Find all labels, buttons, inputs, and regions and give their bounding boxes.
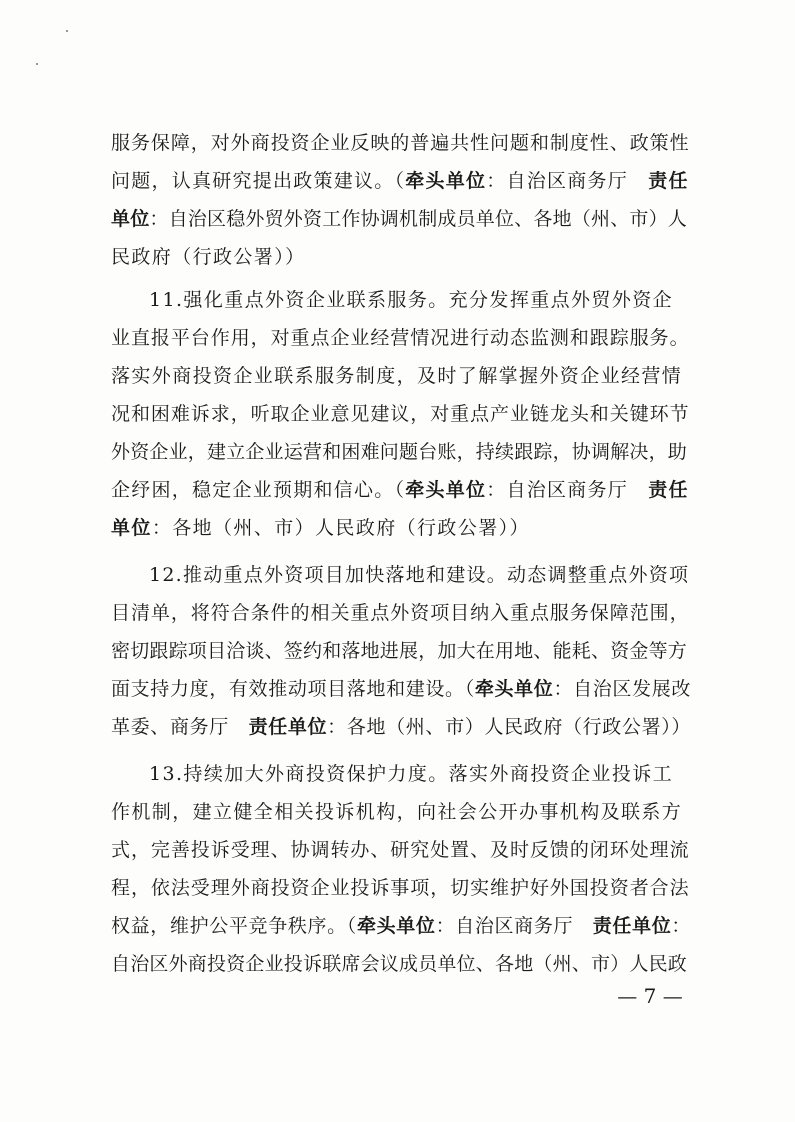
scan-speck xyxy=(66,30,68,32)
text-line xyxy=(111,949,691,979)
text-line xyxy=(111,911,691,941)
text-line xyxy=(111,323,691,353)
text-run: ：自治区商务厅 xyxy=(486,479,649,501)
paragraph-heading-line xyxy=(149,285,691,315)
text-line xyxy=(111,204,691,234)
text-run: 作机制，建立健全相关投诉机构，向社会公开办事机构及联系方 xyxy=(111,801,683,823)
text-run: 面支持力度，有效推动项目落地和建设。（ xyxy=(111,678,475,700)
text-run: 12.推动重点外资项目加快落地和建设。动态调整重点外资项 xyxy=(149,564,690,586)
text-run: 况和困难诉求，听取企业意见建议，对重点产业链龙头和关键环节 xyxy=(111,403,690,425)
text-line xyxy=(111,361,691,391)
text-line xyxy=(111,835,691,865)
text-line xyxy=(111,636,691,666)
text-line xyxy=(111,475,691,505)
text-run: ：各地（州、市）人民政府（行政公署）） xyxy=(327,716,692,738)
text-run: 目清单，将符合条件的相关重点外资项目纳入重点服务保障范围， xyxy=(111,602,690,624)
lead-unit-label: 牵头单位 xyxy=(405,479,487,501)
text-run: 企纾困，稳定企业预期和信心。（ xyxy=(111,479,406,501)
paragraph-heading-line xyxy=(149,759,691,789)
text-run: 民政府（行政公署）） xyxy=(111,246,306,268)
text-run: 程，依法受理外商投资企业投诉事项，切实维护好外国投资者合法 xyxy=(111,877,690,899)
responsible-unit-label: 责任 xyxy=(648,170,689,192)
text-run: 问题，认真研究提出政策建议。（ xyxy=(111,170,406,192)
paragraph-heading-line xyxy=(149,560,691,590)
responsible-unit-label: 责任单位 xyxy=(248,716,328,738)
text-run: 11.强化重点外资企业联系服务。充分发挥重点外贸外资企 xyxy=(149,289,674,311)
text-line xyxy=(111,242,691,272)
lead-unit-label: 牵头单位 xyxy=(356,915,436,937)
text-run: ：自治区商务厅 xyxy=(435,915,593,937)
text-run: 革委、商务厅 xyxy=(111,716,249,738)
text-line xyxy=(111,712,691,742)
text-run: 13.持续加大外商投资保护力度。落实外商投资企业投诉工 xyxy=(149,763,674,785)
text-run: 式，完善投诉受理、协调转办、研究处置、及时反馈的闭环处理流 xyxy=(111,839,690,861)
text-run: 密切跟踪项目洽谈、签约和落地进展，加大在用地、能耗、资金等方 xyxy=(111,640,688,662)
text-run: ：自治区商务厅 xyxy=(486,170,649,192)
text-line xyxy=(111,166,691,196)
text-run: 服务保障，对外商投资企业反映的普遍共性问题和制度性、政策性 xyxy=(111,132,690,154)
text-line xyxy=(111,598,691,628)
text-run: 权益，维护公平竞争秩序。（ xyxy=(111,915,357,937)
text-run: 落实外商投资企业联系服务制度，及时了解掌握外资企业经营情 xyxy=(111,365,683,387)
text-line xyxy=(111,513,691,543)
text-run: 自治区外商投资企业投诉联席会议成员单位、各地（州、市）人民政 xyxy=(111,953,688,975)
responsible-unit-label: 单位 xyxy=(111,517,152,539)
responsible-unit-label: 单位 xyxy=(111,208,150,230)
lead-unit-label: 牵头单位 xyxy=(474,678,554,700)
text-run: 外资企业，建立企业运营和困难问题台账，持续跟踪，协调解决，助 xyxy=(111,441,688,463)
text-run: 业直报平台作用，对重点企业经营情况进行动态监测和跟踪服务。 xyxy=(111,327,690,349)
text-run: ：自治区稳外贸外资工作协调机制成员单位、各地（州、市）人 xyxy=(149,208,688,230)
responsible-unit-label: 责任单位 xyxy=(592,915,672,937)
text-line xyxy=(111,674,691,704)
lead-unit-label: 牵头单位 xyxy=(405,170,487,192)
page-number: — 7 — xyxy=(617,984,683,1008)
responsible-unit-label: 责任 xyxy=(648,479,689,501)
text-line xyxy=(111,128,691,158)
text-run: ： xyxy=(671,915,692,937)
text-line xyxy=(111,399,691,429)
scan-speck xyxy=(36,63,38,65)
text-line xyxy=(111,873,691,903)
text-line xyxy=(111,797,691,827)
text-line xyxy=(111,437,691,467)
text-run: ：自治区发展改 xyxy=(553,678,692,700)
text-run: ：各地（州、市）人民政府（行政公署）） xyxy=(151,517,530,539)
